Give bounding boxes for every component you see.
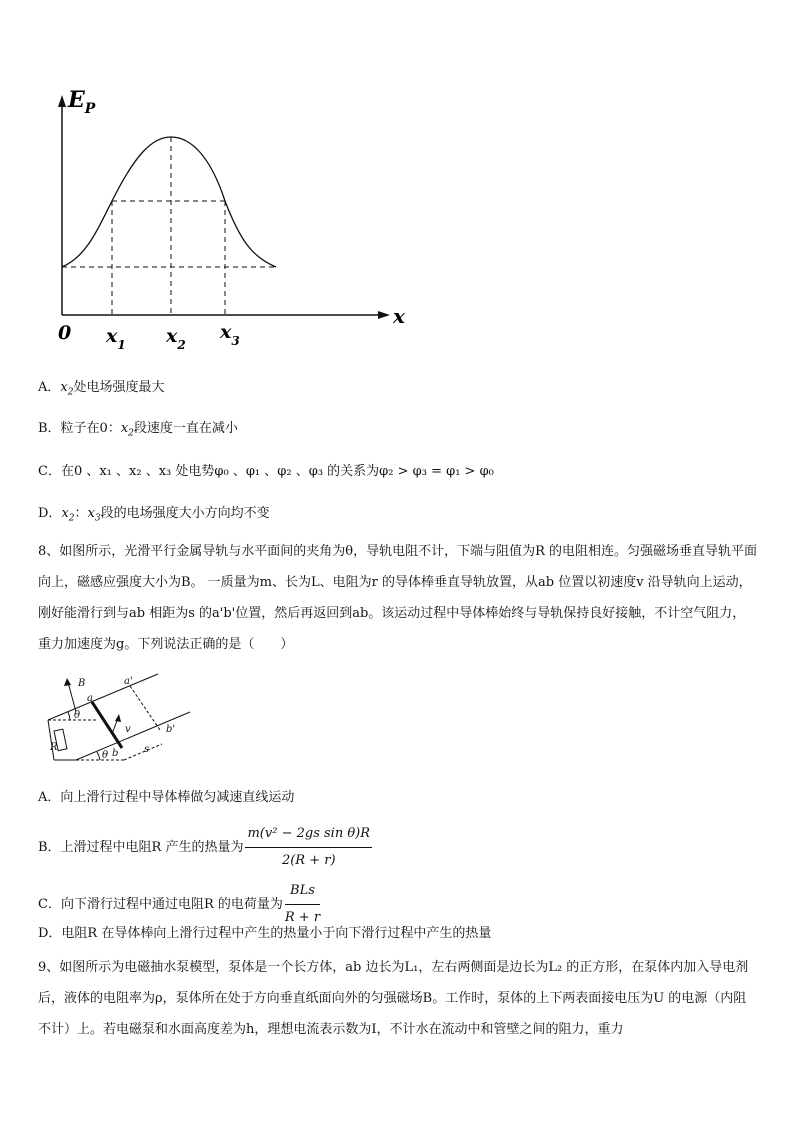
tick-x2: $x_2$ — [166, 325, 186, 352]
q7-option-a: A．$x_2$处电场强度最大 — [38, 380, 165, 398]
theta-arc-top — [68, 712, 70, 720]
rod-a2b2 — [130, 686, 160, 730]
y-axis-label: $E_P$ — [68, 87, 96, 117]
q9-stem: 9、如图所示为电磁抽水泵模型，泵体是一个长方体，ab 边长为L₁，左右两侧面是边长为L₂ 的正方形，在泵体内加入导电剂后，液体的电阻率为ρ，泵体所在处于方向垂直纸面向外的匀强磁场B。工作时，泵体的上下两表面接电压为U 的电源（内阻不计）上。若电磁泵和水面高度差为h，理想电流表示数为I，不计水在流动中和管壁之间的阻力，重力 — [38, 960, 749, 1037]
q7-option-c: C．在0 、x₁ 、x₂ 、x₃ 处电势φ₀ 、φ₁ 、φ₂ 、φ₃ 的关系为φ₂ > φ₃ = φ₁ > φ₀ — [38, 464, 494, 479]
label-theta-bottom: θ — [102, 750, 109, 761]
y-axis-arrow — [58, 95, 66, 107]
lower-rail — [76, 712, 190, 760]
q8-option-d: D．电阻R 在导体棒向上滑行过程中产生的热量小于向下滑行过程中产生的热量 — [38, 926, 492, 941]
ep-x-graph — [40, 85, 420, 355]
ep-curve — [62, 137, 276, 267]
s-dimension — [124, 744, 162, 760]
label-v: v — [125, 724, 131, 735]
x-axis-label: x — [393, 304, 405, 328]
label-theta-top: θ — [74, 710, 81, 721]
theta-arc-bottom — [97, 752, 100, 760]
label-b: b — [112, 748, 119, 759]
q8-stem: 8、如图所示，光滑平行金属导轨与水平面间的夹角为θ，导轨电阻不计，下端与阻值为R 的电阻相连。匀强磁场垂直导轨平面向上，磁感应强度大小为B。 一质量为m、长为L、电阻为r 的导体棒垂直导轨放置，从ab 位置以初速度v 沿导轨向上运动，刚好能滑行到与ab 相距为s 的a'b'位置，然后再返回到ab。该运动过程中导体棒始终与导轨保持良好接触，不计空气阻力，重力加速度为g。下列说法正确的是（ ） — [38, 544, 758, 652]
q7-option-d: D．$x_2$：$x_3$段的电场强度大小方向均不变 — [38, 506, 270, 524]
q8-c-fraction: $\frac{\text{BLs}}{R + r}$ — [285, 880, 320, 929]
tick-x1: $x_1$ — [106, 325, 126, 352]
label-b-field: B — [78, 678, 86, 689]
tick-x3: $x_3$ — [220, 321, 240, 348]
q7-option-b: B．粒子在0：$x_2$段速度一直在减小 — [38, 421, 238, 439]
label-b-prime: b' — [166, 724, 176, 735]
x-axis-arrow — [378, 311, 390, 319]
label-a: a — [87, 693, 93, 704]
label-s: s — [144, 744, 150, 755]
b-arrow-head — [64, 678, 71, 686]
q8-option-b: B．上滑过程中电阻R 产生的热量为 $\frac{\text{m(v² − 2gs sin θ)R}}{2(R + r)}$ — [38, 823, 372, 872]
label-r: R — [50, 742, 58, 753]
q8-option-c: C．向下滑行过程中通过电阻R 的电荷量为 $\frac{\text{BLs}}{R + r}$ — [38, 880, 320, 929]
label-a-prime: a' — [124, 676, 133, 687]
upper-rail — [48, 674, 158, 720]
q8-option-a: A．向上滑行过程中导体棒做匀减速直线运动 — [38, 790, 295, 805]
rail-figure — [40, 668, 200, 773]
b-field-arrow — [68, 682, 76, 712]
left-wire — [48, 720, 54, 760]
rod-ab — [92, 702, 122, 748]
v-arrow-head — [115, 714, 121, 722]
origin-label: 0 — [58, 322, 72, 344]
q8-b-fraction: $\frac{\text{m(v² − 2gs sin θ)R}}{2(R + r)}$ — [245, 823, 372, 872]
